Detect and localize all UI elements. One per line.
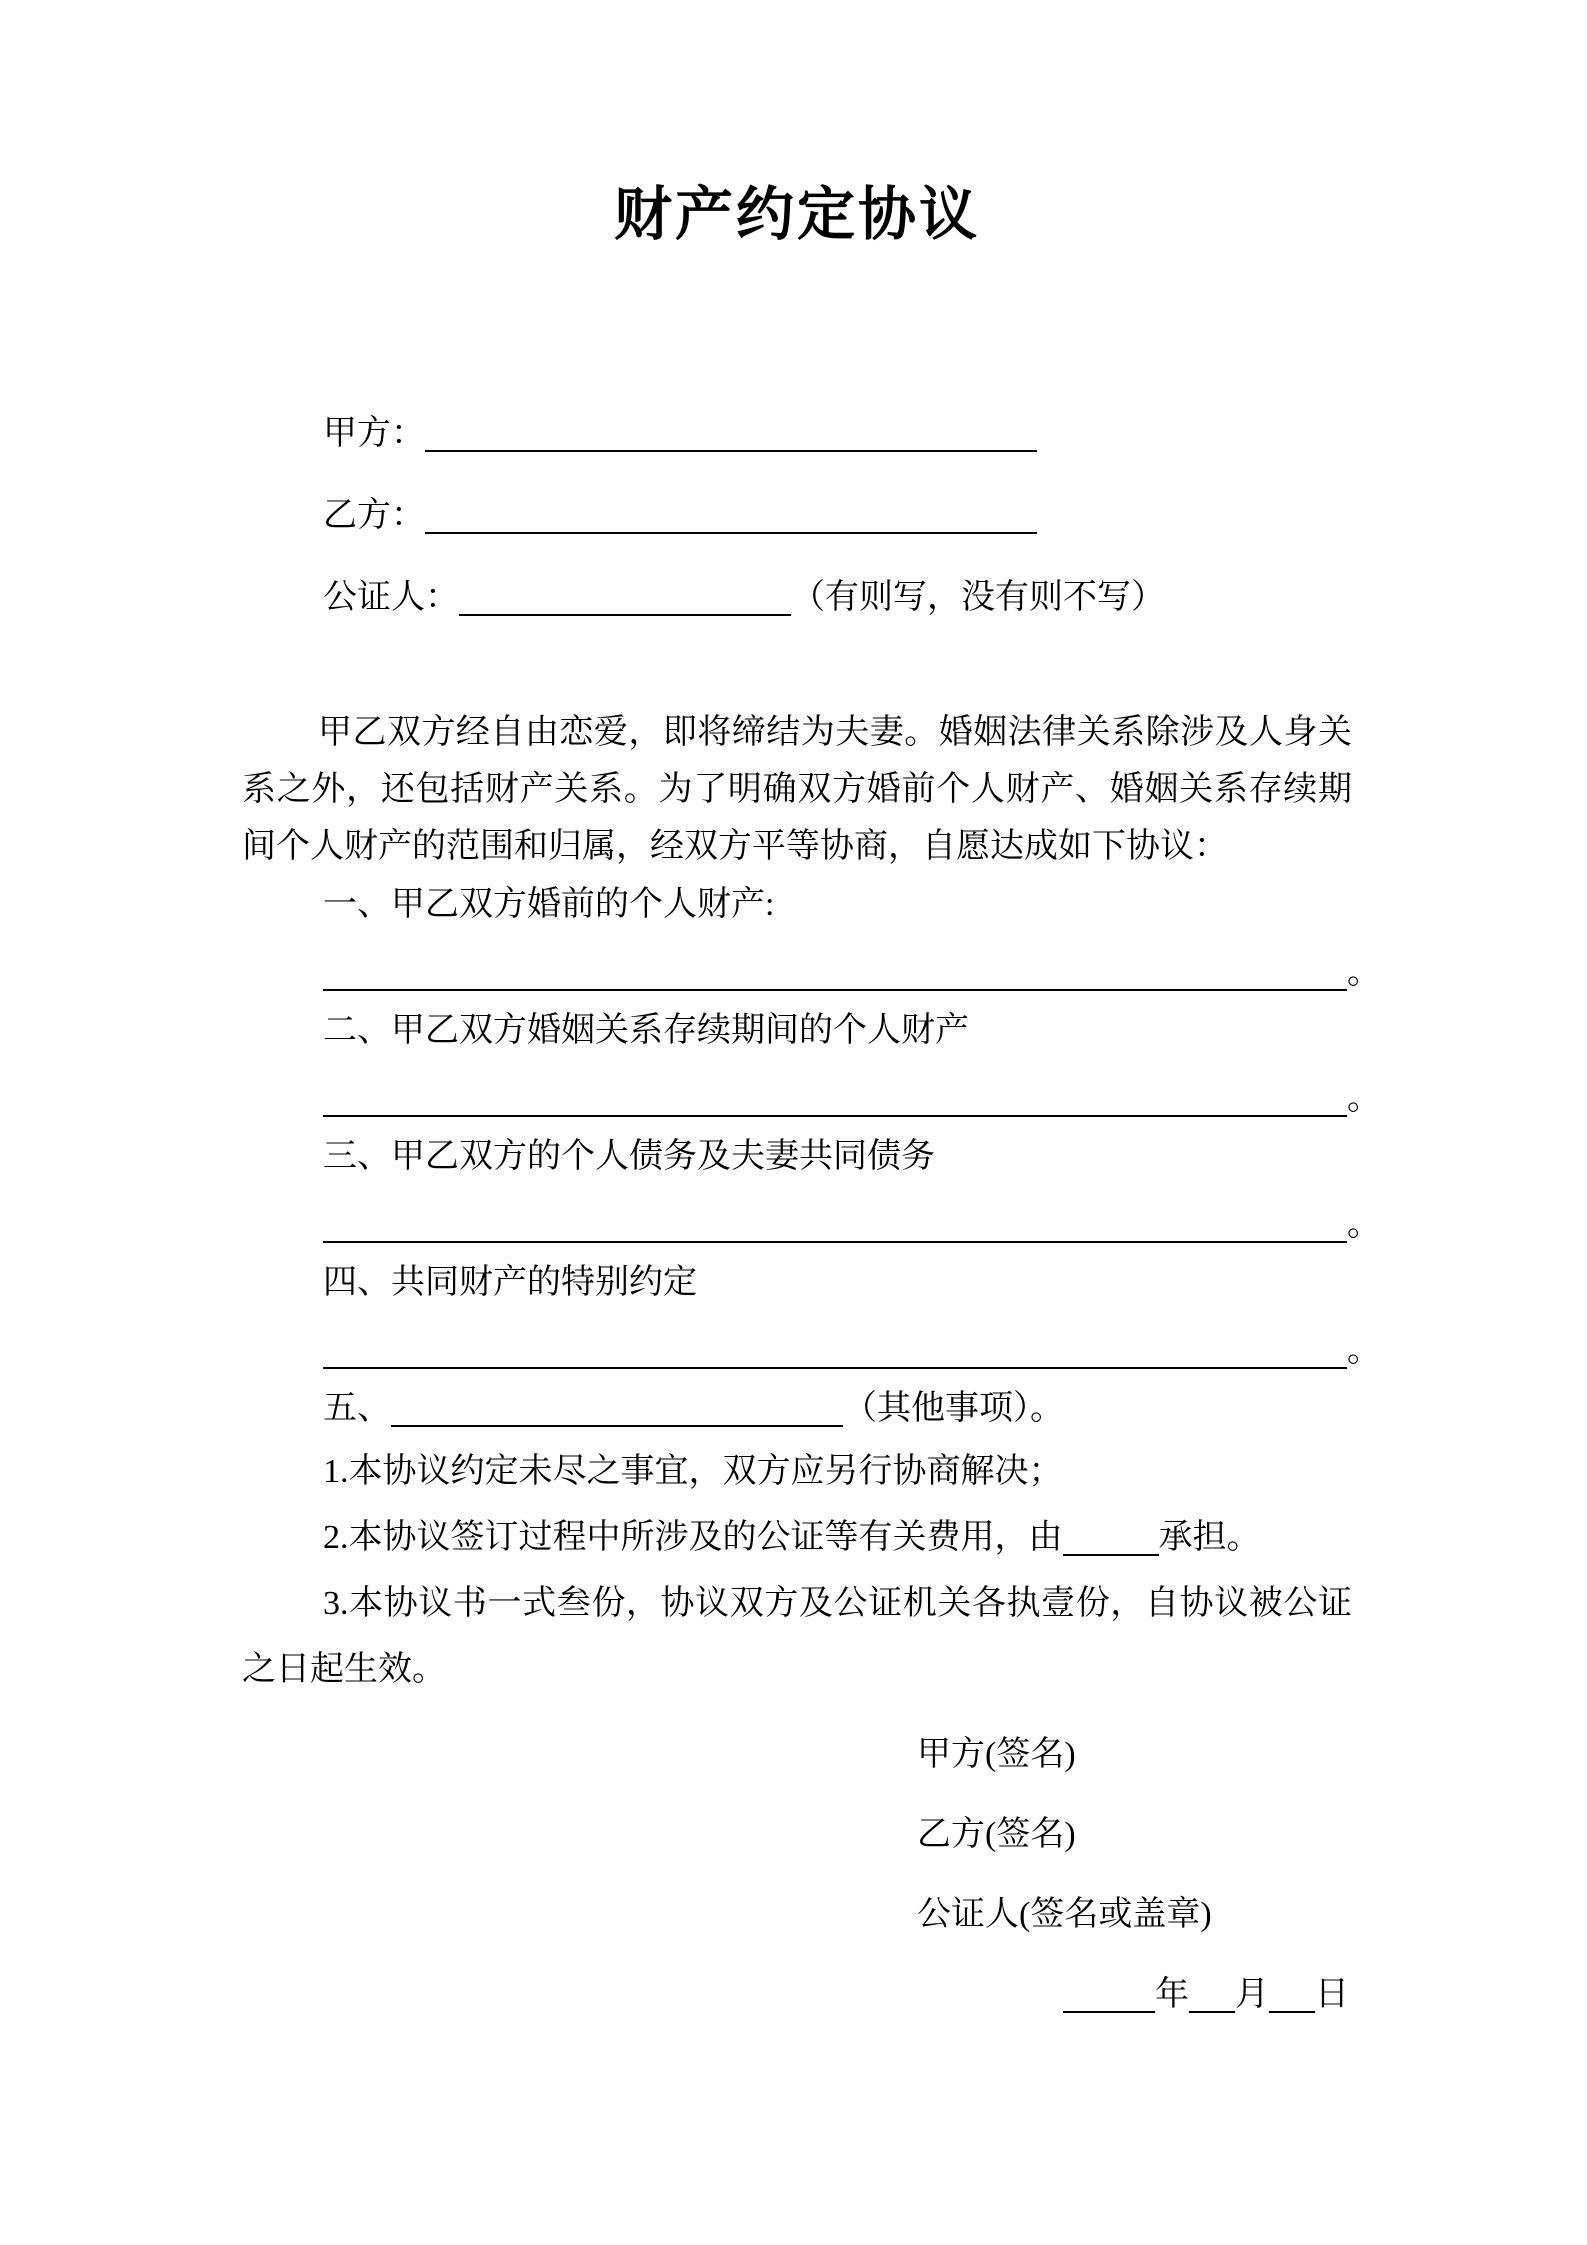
section-5-prefix: 五、 bbox=[323, 1390, 391, 1427]
notary-label: 公证人： bbox=[323, 579, 459, 616]
clause-2-blank-field[interactable] bbox=[1063, 1518, 1159, 1556]
party-a-row bbox=[323, 410, 1352, 458]
clause-3: 3.本协议书一式叁份，协议双方及公证机关各执壹份，自协议被公证之日起生效。 bbox=[242, 1585, 1352, 1688]
intro-paragraph: 甲乙双方经自由恋爱，即将缔结为夫妻。婚姻法律关系除涉及人身关系之外，还包括财产关系。为了明确双方婚前个人财产、婚姻关系存续期间个人财产的范围和归属，经双方平等协商，自愿达成如下协议： bbox=[242, 714, 1352, 865]
section-2-fill-suffix: 。 bbox=[1347, 1080, 1381, 1117]
section-1-blank-field[interactable] bbox=[323, 953, 1347, 991]
section-3-fill-suffix: 。 bbox=[1347, 1206, 1381, 1243]
clause-1: 1.本协议约定未尽之事宜，双方应另行协商解决； bbox=[323, 1453, 1063, 1490]
party-b-blank-field[interactable] bbox=[425, 496, 1037, 534]
day-label: 日 bbox=[1315, 1976, 1349, 2013]
section-2-fill-row bbox=[323, 1071, 1381, 1127]
party-b-label: 乙方： bbox=[323, 497, 425, 534]
clause-2-suffix: 承担。 bbox=[1158, 1519, 1261, 1556]
year-label: 年 bbox=[1155, 1976, 1189, 2013]
clause-2-prefix: 2.本协议签订过程中所涉及的公证等有关费用，由 bbox=[323, 1519, 1063, 1556]
signature-block bbox=[242, 1715, 1352, 2035]
document-title: 财产约定协议 bbox=[613, 182, 980, 247]
section-2-heading: 二、甲乙双方婚姻关系存续期间的个人财产 bbox=[323, 1012, 969, 1049]
day-blank-field[interactable] bbox=[1269, 1975, 1315, 2013]
clause-2-row bbox=[323, 1505, 1352, 1571]
month-label: 月 bbox=[1235, 1976, 1269, 2013]
month-blank-field[interactable] bbox=[1189, 1975, 1235, 2013]
notary-blank-field[interactable] bbox=[459, 578, 791, 616]
notary-note: （有则写，没有则不写） bbox=[791, 579, 1165, 616]
section-1-fill-row bbox=[323, 945, 1381, 1001]
section-4-heading: 四、共同财产的特别约定 bbox=[323, 1264, 697, 1301]
section-1-fill-suffix: 。 bbox=[1347, 954, 1381, 991]
section-4-fill-suffix: 。 bbox=[1347, 1332, 1381, 1369]
section-1-heading: 一、甲乙双方婚前的个人财产: bbox=[323, 886, 775, 923]
party-b-row bbox=[323, 492, 1352, 540]
section-3-heading: 三、甲乙双方的个人债务及夫妻共同债务 bbox=[323, 1138, 935, 1175]
date-row bbox=[1063, 1955, 1352, 2035]
section-2-blank-field[interactable] bbox=[323, 1079, 1347, 1117]
notary-signature-label: 公证人(签名或盖章) bbox=[917, 1896, 1212, 1933]
party-a-blank-field[interactable] bbox=[425, 414, 1037, 452]
year-blank-field[interactable] bbox=[1063, 1975, 1155, 2013]
section-3-blank-field[interactable] bbox=[323, 1205, 1347, 1243]
section-5-suffix: （其他事项）。 bbox=[843, 1390, 1064, 1427]
section-4-blank-field[interactable] bbox=[323, 1331, 1347, 1369]
party-a-signature-label: 甲方(签名) bbox=[917, 1736, 1076, 1773]
section-3-fill-row bbox=[323, 1197, 1381, 1253]
section-5-blank-field[interactable] bbox=[391, 1389, 843, 1427]
party-a-label: 甲方： bbox=[323, 415, 425, 452]
notary-row bbox=[323, 574, 1352, 622]
party-block bbox=[242, 410, 1352, 622]
section-5-row bbox=[323, 1379, 1352, 1439]
section-4-fill-row bbox=[323, 1323, 1381, 1379]
party-b-signature-label: 乙方(签名) bbox=[917, 1816, 1076, 1853]
